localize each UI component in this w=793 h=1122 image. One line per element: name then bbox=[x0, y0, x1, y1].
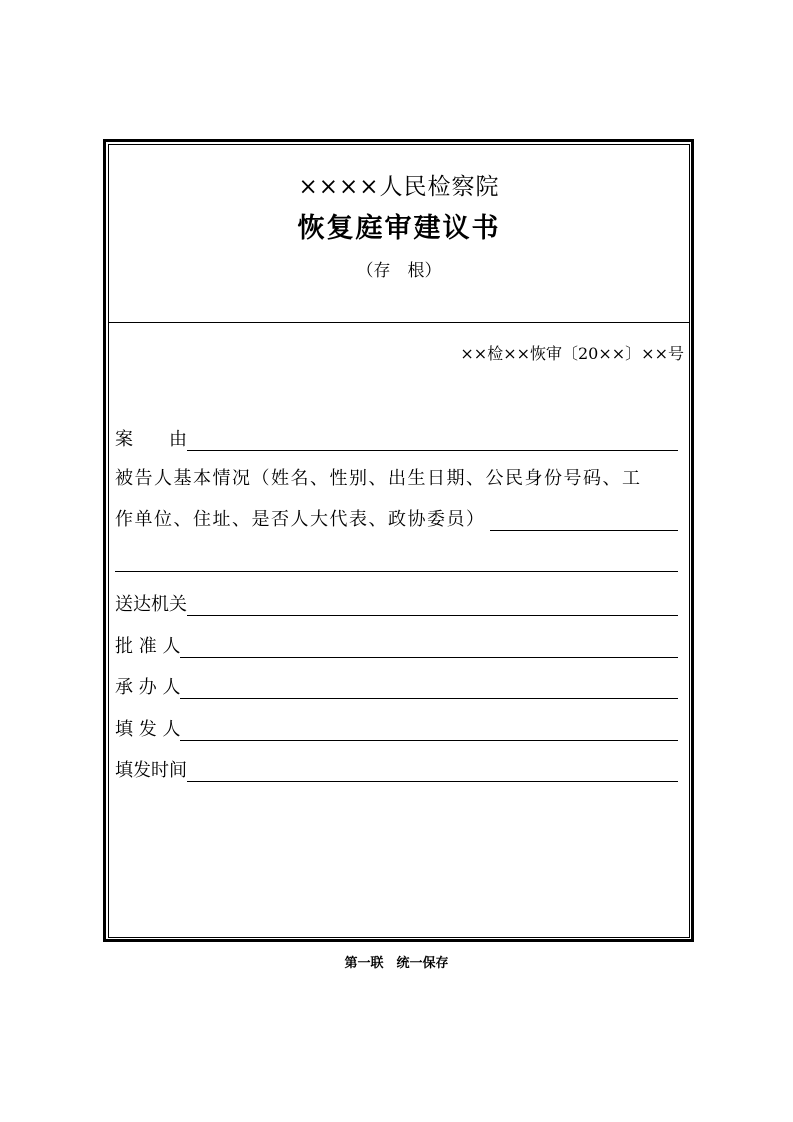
handler-label: 承 办 人 bbox=[115, 677, 181, 698]
issuer-label: 填 发 人 bbox=[115, 719, 181, 740]
approver-label: 批 准 人 bbox=[115, 636, 181, 657]
document-title: 恢复庭审建议书 bbox=[297, 213, 501, 244]
footer-copy-note: 第一联 统一保存 bbox=[344, 956, 449, 971]
header-divider bbox=[108, 322, 690, 323]
delivery-agency-field[interactable] bbox=[187, 615, 678, 616]
issuer-field[interactable] bbox=[180, 740, 678, 741]
case-cause-row bbox=[115, 425, 678, 453]
defendant-info-field-continued[interactable] bbox=[115, 571, 678, 572]
case-cause-field[interactable] bbox=[187, 450, 678, 451]
delivery-agency-row bbox=[115, 590, 678, 618]
delivery-agency-label: 送达机关 bbox=[115, 594, 187, 615]
defendant-info-row bbox=[115, 505, 678, 533]
approver-field[interactable] bbox=[180, 657, 678, 658]
issue-time-row bbox=[115, 756, 678, 784]
procuratorate-name: ××××人民检察院 bbox=[298, 174, 500, 200]
case-cause-label: 案 由 bbox=[115, 429, 187, 450]
handler-row bbox=[115, 673, 678, 701]
issuer-row bbox=[115, 715, 678, 743]
approver-row bbox=[115, 632, 678, 660]
issue-time-label: 填发时间 bbox=[115, 760, 187, 781]
issue-time-field[interactable] bbox=[187, 781, 678, 782]
document-subtitle: （存 根） bbox=[356, 261, 442, 281]
document-number: ××检××恢审〔20××〕××号 bbox=[460, 344, 684, 363]
handler-field[interactable] bbox=[180, 698, 678, 699]
defendant-info-field[interactable] bbox=[490, 530, 679, 531]
defendant-info-label-line1: 被告人基本情况（姓名、性别、出生日期、公民身份号码、工 bbox=[115, 468, 642, 489]
defendant-info-label-line2: 作单位、住址、是否人大代表、政协委员） bbox=[115, 509, 486, 530]
